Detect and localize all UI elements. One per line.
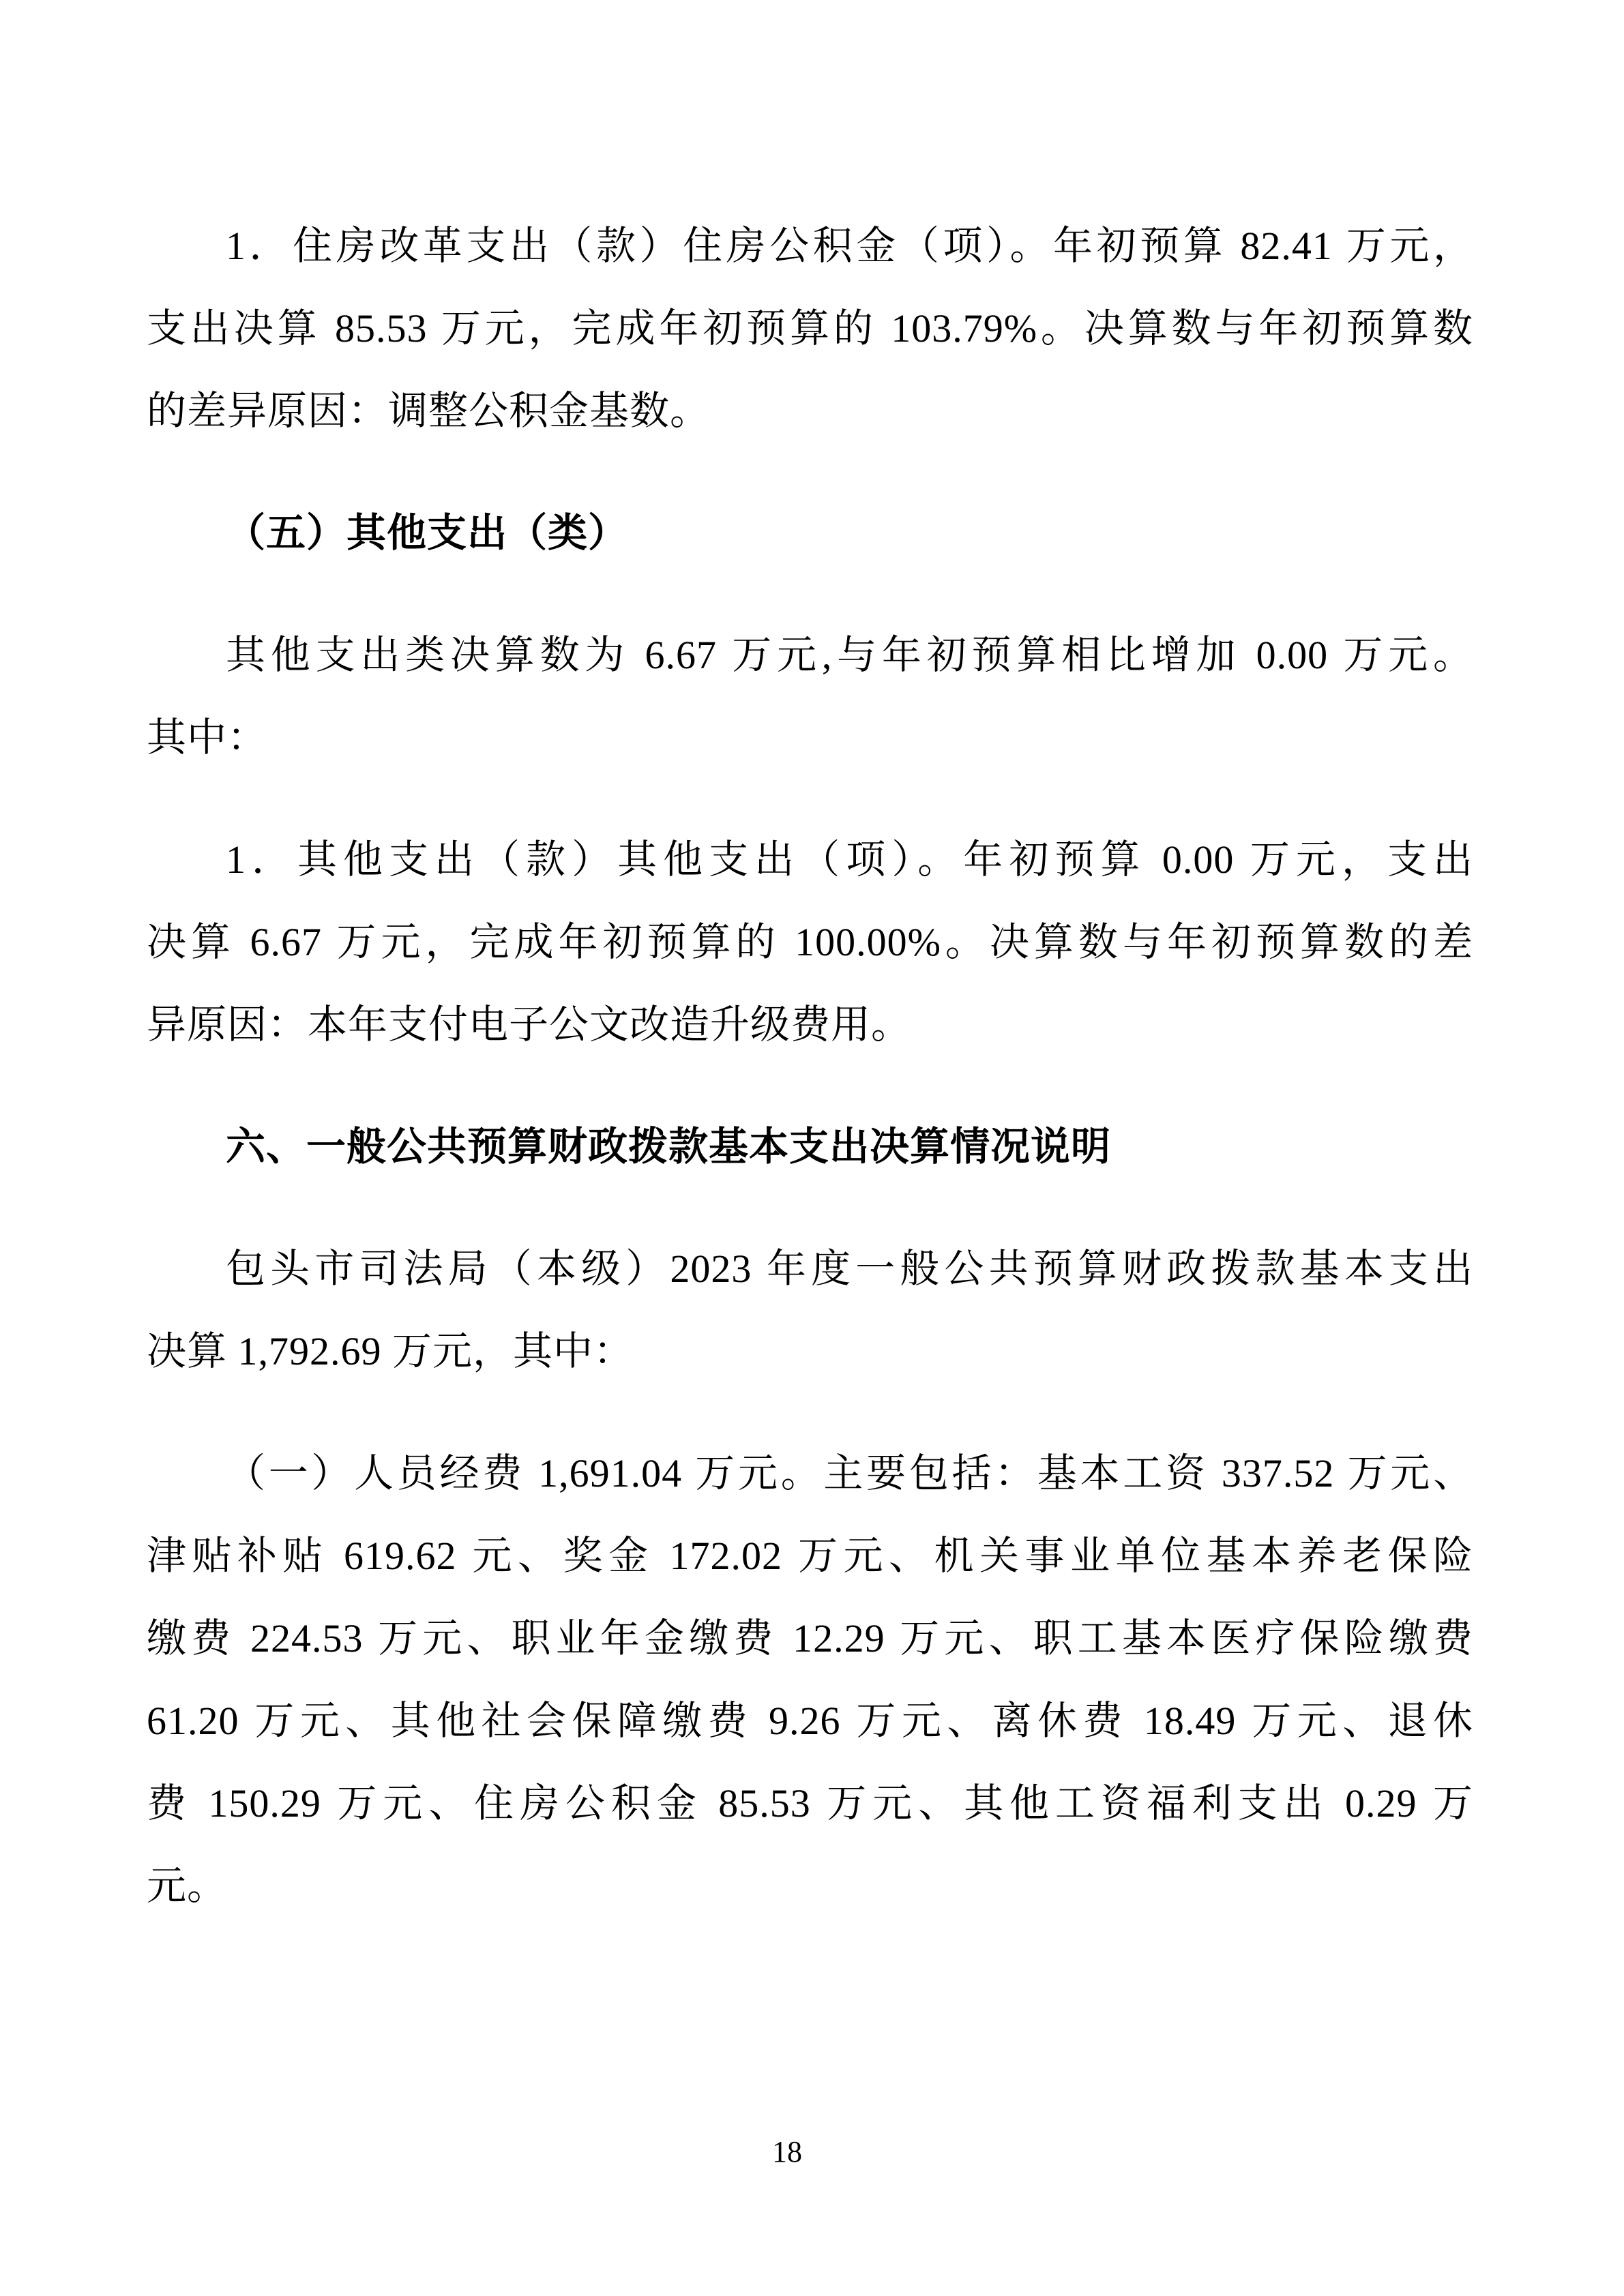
text-line: （一）人员经费 1,691.04 万元。主要包括：基本工资 337.52 万元、 <box>226 1451 1473 1495</box>
text-line: 其中： <box>147 715 268 760</box>
paragraph-housing-reform <box>147 205 1473 452</box>
section-heading-basic-expenditure <box>147 1105 1473 1188</box>
paragraph-other-expenditure-summary <box>147 614 1473 779</box>
text-line: 1．住房改革支出（款）住房公积金（项）。年初预算 82.41 万元， <box>226 224 1473 268</box>
page-number: 18 <box>772 2135 802 2168</box>
text-line: 支出决算 85.53 万元，完成年初预算的 103.79%。决算数与年初预算数 <box>147 306 1473 351</box>
heading-line: （五）其他支出（类） <box>226 511 629 555</box>
text-line: 决算 6.67 万元，完成年初预算的 100.00%。决算数与年初预算数的差 <box>147 920 1473 964</box>
text-line: 包头市司法局（本级）2023 年度一般公共预算财政拨款基本支出 <box>226 1247 1473 1291</box>
paragraph-basic-expenditure-total <box>147 1227 1473 1392</box>
text-line: 61.20 万元、其他社会保障缴费 9.26 万元、离休费 18.49 万元、退休 <box>147 1699 1473 1743</box>
text-line: 异原因：本年支付电子公文改造升级费用。 <box>147 1002 912 1047</box>
text-line: 的差异原因：调整公积金基数。 <box>147 389 711 433</box>
text-line: 费 150.29 万元、住房公积金 85.53 万元、其他工资福利支出 0.29 万 <box>147 1781 1473 1825</box>
text-line: 其他支出类决算数为 6.67 万元,与年初预算相比增加 0.00 万元。 <box>226 633 1473 677</box>
text-line: 津贴补贴 619.62 元、奖金 172.02 万元、机关事业单位基本养老保险 <box>147 1534 1473 1578</box>
paragraph-other-expenditure-item <box>147 818 1473 1066</box>
section-heading-other-expenditure <box>147 492 1473 574</box>
document-body <box>147 205 1473 1927</box>
text-line: 缴费 224.53 万元、职业年金缴费 12.29 万元、职工基本医疗保险缴费 <box>147 1616 1473 1660</box>
text-line: 决算 1,792.69 万元，其中： <box>147 1329 634 1373</box>
text-line: 1．其他支出（款）其他支出（项）。年初预算 0.00 万元，支出 <box>226 837 1473 882</box>
paragraph-personnel-expenses <box>147 1432 1473 1927</box>
text-line: 元。 <box>147 1864 228 1908</box>
heading-line: 六、一般公共预算财政拨款基本支出决算情况说明 <box>226 1124 1112 1169</box>
